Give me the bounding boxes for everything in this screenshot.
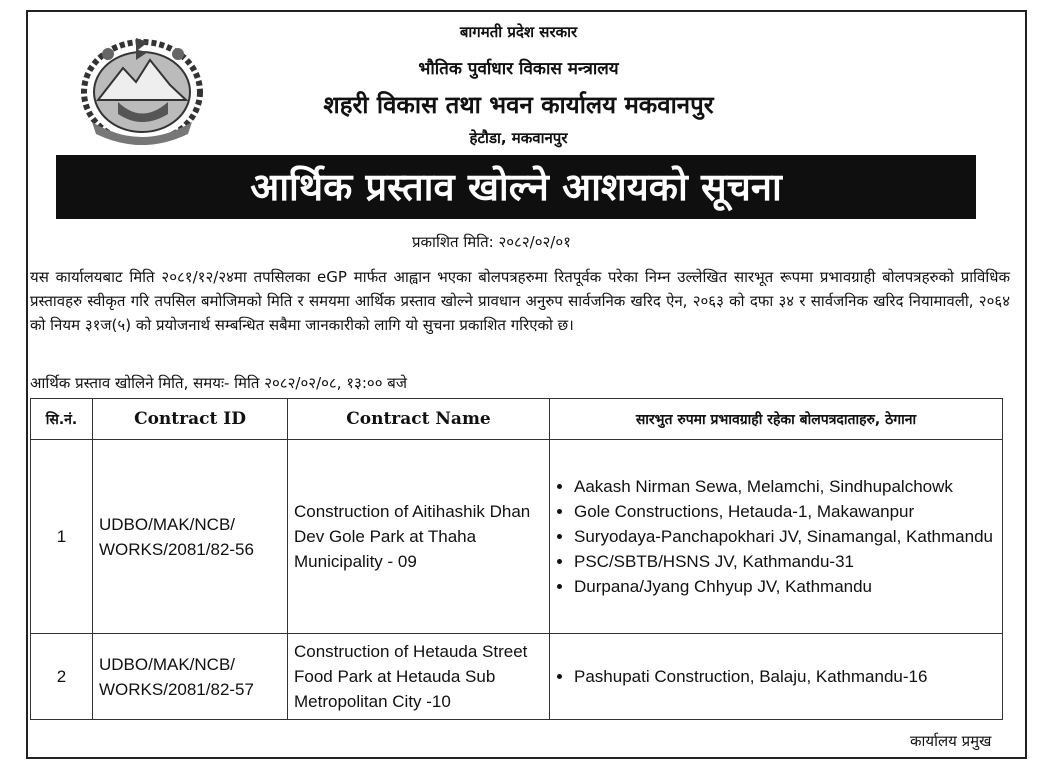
notice-body-text: यस कार्यालयबाट मिति २०८१/१२/२४मा तपसिलका eGP मार्फत आह्वान भएका बोलपत्रहरुमा रितपूर्वक परेका निम्न उल्लेखित सारभूत रूपमा प्रभावग्राही बोलपत्रहरुको प्राविधिक प्रस्तावहरु स्वीकृत गरि तपसिल बमोजिमको मिति र समयमा आर्थिक प्रस्ताव खोल्ने प्रावधान अनुरुप सार्वजनिक खरिद ऐन, २०६३ को दफा ३४ र सार्वजनिक खरिद नियामावली, २०६४ को नियम ३१ज(५) को प्रयोजनार्थ सम्बन्धित सबैमा जानकारीको लागि यो सुचना प्रकाशित गरिएको छ। bbox=[30, 268, 1010, 334]
row-contract-id bbox=[93, 440, 288, 634]
contract-id-line: UDBO/MAK/NCB/ bbox=[99, 514, 236, 534]
contract-id-line: UDBO/MAK/NCB/ bbox=[99, 654, 236, 674]
row-contract-id bbox=[93, 634, 288, 720]
office-chief-signature: कार्यालय प्रमुख bbox=[910, 732, 992, 750]
bidder-item: • Aakash Nirman Sewa, Melamchi, Sindhupalchowk bbox=[574, 474, 996, 499]
table-header-row bbox=[31, 399, 1003, 440]
row-serial: 1 bbox=[31, 440, 93, 634]
header-contract-id: Contract ID bbox=[93, 399, 288, 440]
bidder-item: • PSC/SBTB/HSNS JV, Kathmandu-31 bbox=[574, 549, 996, 574]
bidder-list bbox=[556, 664, 996, 689]
contract-id-line: WORKS/2081/82-56 bbox=[99, 539, 254, 559]
bidder-list bbox=[556, 474, 996, 599]
header-bidders: सारभुत रुपमा प्रभावग्राही रहेका बोलपत्रदाताहरु, ठेगाना bbox=[550, 399, 1003, 440]
row-bidders bbox=[550, 634, 1003, 720]
bidders-table bbox=[30, 398, 1003, 720]
financial-opening-time: आर्थिक प्रस्ताव खोलिने मिति, समयः- मिति २०८२/०२/०८, १३:०० बजे bbox=[30, 374, 407, 392]
bidder-item: • Suryodaya-Panchapokhari JV, Sinamangal, Kathmandu bbox=[574, 524, 996, 549]
contract-id-line: WORKS/2081/82-57 bbox=[99, 679, 254, 699]
notice-banner-title: आर्थिक प्रस्ताव खोल्ने आशयको सूचना bbox=[56, 155, 976, 219]
header-location: हेटौडा, मकवानपुर bbox=[469, 129, 568, 147]
header-office: शहरी विकास तथा भवन कार्यालय मकवानपुर bbox=[323, 91, 714, 119]
row-bidders bbox=[550, 440, 1003, 634]
published-date: प्रकाशित मिति: २०८२/०२/०१ bbox=[412, 233, 571, 251]
header-province: बागमती प्रदेश सरकार bbox=[459, 23, 578, 41]
bidder-item: • Pashupati Construction, Balaju, Kathmandu-16 bbox=[574, 664, 996, 689]
table-row bbox=[31, 634, 1003, 720]
header-serial-no: सि.नं. bbox=[31, 399, 93, 440]
header-ministry: भौतिक पुर्वाधार विकास मन्त्रालय bbox=[418, 59, 619, 79]
header-contract-name: Contract Name bbox=[288, 399, 550, 440]
row-serial: 2 bbox=[31, 634, 93, 720]
table-row bbox=[31, 440, 1003, 634]
bidder-item: • Gole Constructions, Hetauda-1, Makawanpur bbox=[574, 499, 996, 524]
row-contract-name: Construction of Aitihashik Dhan Dev Gole Park at Thaha Municipality - 09 bbox=[288, 440, 550, 634]
bidder-item: • Durpana/Jyang Chhyup JV, Kathmandu bbox=[574, 574, 996, 599]
row-contract-name: Construction of Hetauda Street Food Park at Hetauda Sub Metropolitan City -10 bbox=[288, 634, 550, 720]
